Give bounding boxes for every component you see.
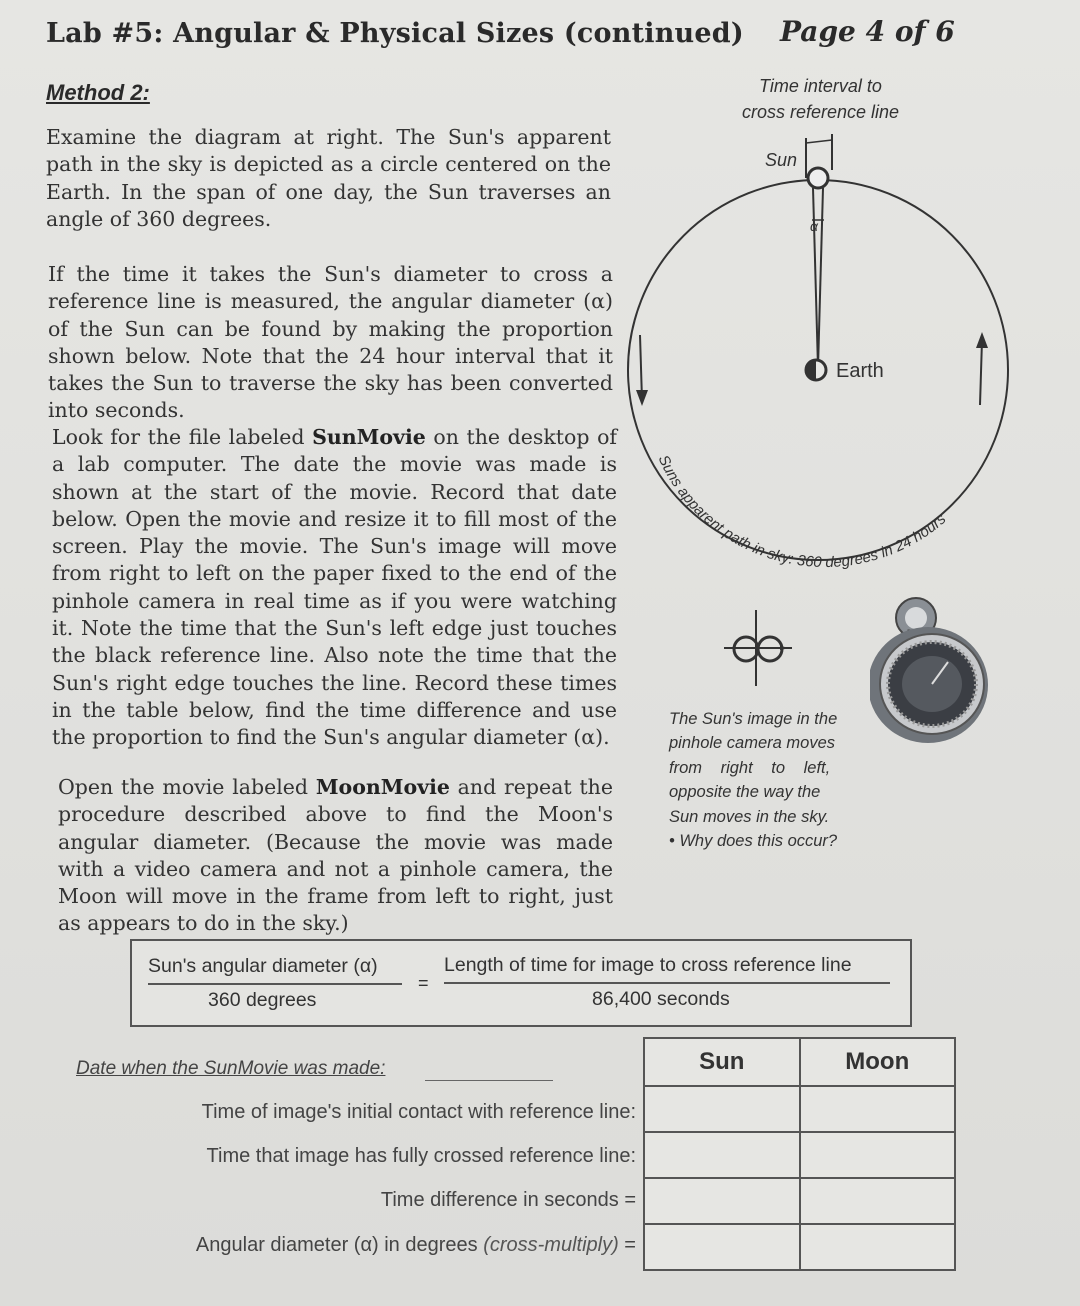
interval-label-line1: Time interval to — [759, 76, 882, 96]
paragraph-sunmovie — [52, 424, 617, 752]
page-title: Lab #5: Angular & Physical Sizes (continued) — [46, 18, 744, 49]
sunmovie-filename: SunMovie — [312, 425, 426, 449]
col-header-sun: Sun — [644, 1038, 800, 1086]
alpha-label: α — [810, 218, 818, 234]
date-input-line[interactable] — [425, 1080, 553, 1081]
sun-angular-diameter-cell[interactable] — [644, 1224, 800, 1270]
moon-angular-diameter-cell[interactable] — [800, 1224, 956, 1270]
sun-fully-crossed-cell[interactable] — [644, 1132, 800, 1178]
results-table — [643, 1037, 956, 1271]
angular-label-text: Angular diameter (α) in degrees — [195, 1234, 484, 1256]
sun-initial-contact-cell[interactable] — [644, 1086, 800, 1132]
caption-line-3: from right to left, — [669, 758, 831, 777]
col-header-moon: Moon — [800, 1038, 956, 1086]
moonmovie-filename: MoonMovie — [315, 775, 450, 799]
date-label: Date when the SunMovie was made: — [76, 1058, 386, 1079]
formula-right-fraction-bar — [444, 982, 890, 984]
p4-text-2: and repeat the procedure described above to find the Moon's angular diameter. (Because the movie was made with a video camera and not a pinhole camera, the Moon will move in the frame from left to right, just as appears to do in the sky.) — [58, 775, 613, 936]
initial-contact-label: Time of image's initial contact with reference line: — [201, 1101, 636, 1123]
interval-label-line2: cross reference line — [741, 102, 900, 122]
proportion-formula-box — [130, 939, 912, 1027]
table-row — [644, 1178, 955, 1224]
angle-ray-right — [818, 188, 823, 368]
interval-label — [738, 73, 903, 125]
fully-crossed-label: Time that image has fully crossed reference line: — [206, 1145, 636, 1167]
sun-label: Sun — [765, 150, 798, 170]
interval-bracket — [806, 140, 832, 143]
angle-ray-left — [813, 188, 818, 368]
moon-time-difference-cell[interactable] — [800, 1178, 956, 1224]
caption-line-2: pinhole camera moves — [669, 734, 835, 753]
arrow-down-icon — [636, 390, 648, 406]
moon-fully-crossed-cell[interactable] — [800, 1132, 956, 1178]
p4-text-1: Open the movie labeled — [58, 775, 316, 799]
paragraph-proportion: If the time it takes the Sun's diameter to cross a reference line is measured, the angular diameter (α) of the Sun can be found by making the proportion shown below. Note that the 24 hour interval that it takes the Sun to traverse the sky has been converted into seconds. — [48, 262, 613, 423]
table-row — [644, 1132, 955, 1178]
sun-path-diagram — [600, 110, 1070, 580]
time-difference-label: Time difference in seconds = — [380, 1189, 636, 1211]
formula-left-denominator: 360 degrees — [208, 989, 317, 1011]
paragraph-diagram-intro: Examine the diagram at right. The Sun's apparent path in the sky is depicted as a circle centered on the Earth. In the span of one day, the Sun traverses an angle of 360 degrees. — [46, 125, 611, 231]
formula-left-numerator: Sun's angular diameter (α) — [148, 955, 378, 977]
p3-text-2: on the desktop of a lab computer. The date the movie was made is shown at the start of the movie. Record that date below. Open the movie and resize it to fill most of the screen. Play the movie. The Sun's image will move from right to left on the paper fixed to the end of the pinhole camera in real time as if you were watching it. Note the time that the Sun's left edge just touches the black reference line. Also note the time that the Sun's right edge touches the line. Record these times in the table below, find the time difference and use the proportion to find the Sun's angular diameter (α). — [52, 425, 618, 750]
path-label — [655, 452, 950, 571]
moon-initial-contact-cell[interactable] — [800, 1086, 956, 1132]
path-label-text: Suns apparent path in sky: 360 degrees in 24 hours — [654, 452, 950, 572]
sun-time-difference-cell[interactable] — [644, 1178, 800, 1224]
formula-equals: = — [418, 973, 429, 993]
angular-label-hint: (cross-multiply) — [483, 1234, 619, 1256]
page-number: Page 4 of 6 — [780, 15, 955, 48]
formula-right-denominator: 86,400 seconds — [592, 988, 730, 1010]
arrow-up-icon — [976, 332, 988, 348]
earth-label: Earth — [836, 360, 884, 382]
formula-right-numerator: Length of time for image to cross reference line — [444, 954, 852, 976]
p3-text-1: Look for the file labeled — [52, 425, 313, 449]
method-heading: Method 2: — [46, 80, 150, 105]
caption-line-5: Sun moves in the sky. — [669, 807, 830, 826]
table-row — [644, 1086, 955, 1132]
sun-circle-icon — [808, 168, 828, 188]
stopwatch-icon — [870, 590, 995, 750]
pinhole-caption — [669, 707, 857, 853]
table-header-row — [644, 1038, 955, 1086]
caption-line-1: The Sun's image in the — [669, 710, 838, 728]
caption-line-4: opposite the way the — [669, 783, 821, 802]
caption-line-6: • Why does this occur? — [669, 832, 838, 851]
paragraph-moonmovie — [58, 774, 613, 938]
table-row — [644, 1224, 955, 1270]
angular-label-eq: = — [618, 1234, 636, 1256]
formula-left-fraction-bar — [148, 983, 402, 985]
arrow-right-line — [980, 340, 982, 405]
pinhole-image-icon — [718, 608, 798, 688]
angular-diameter-label — [100, 1234, 636, 1257]
